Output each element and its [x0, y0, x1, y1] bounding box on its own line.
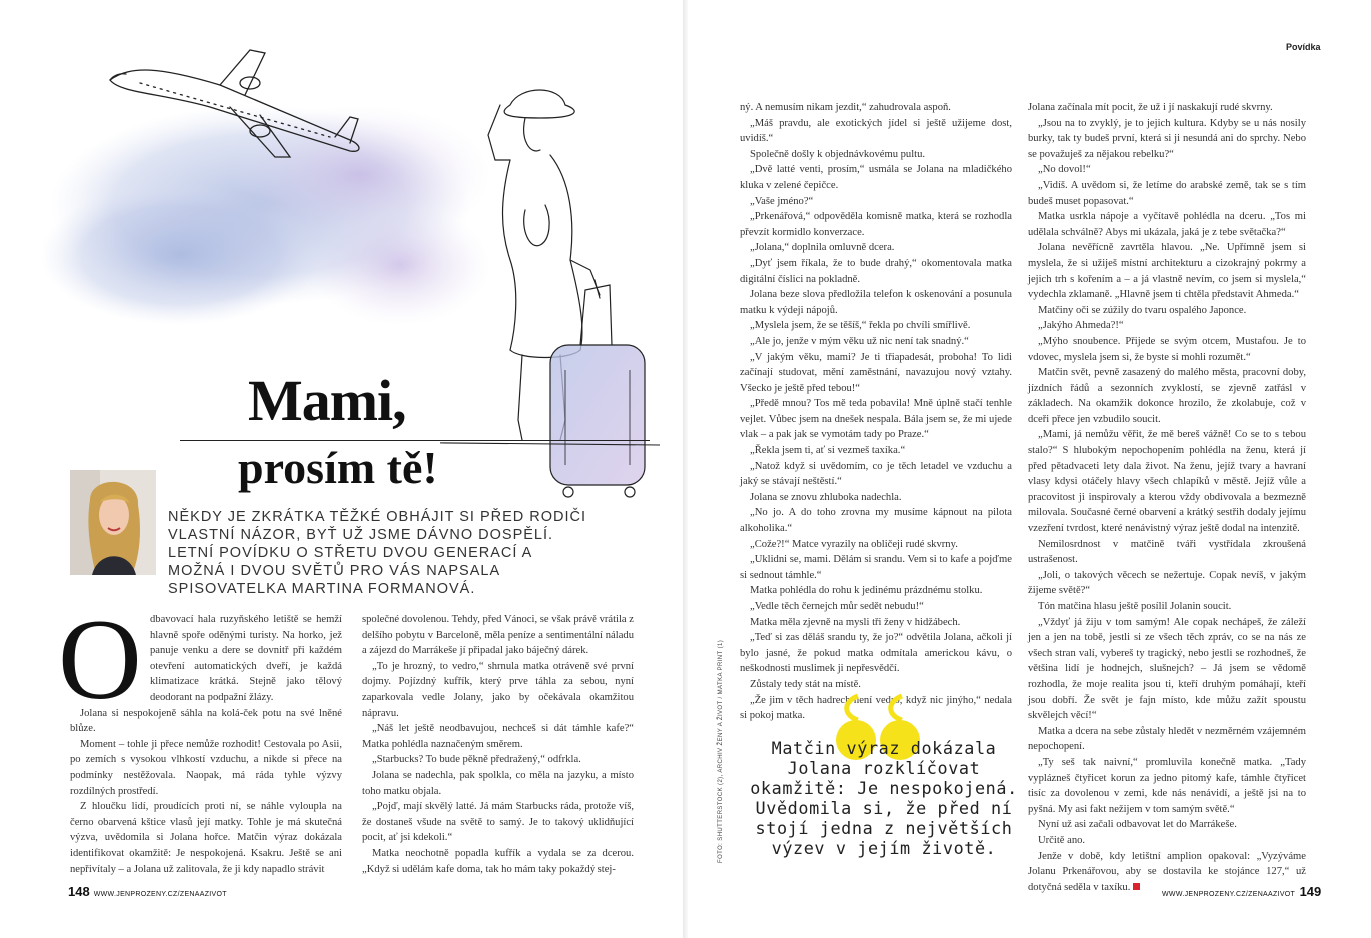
paragraph: dbavovací hala ruzyňského letiště se hemží hlavně spoře oděnými turisty. Na horko, jež panuje venku a dere se dovnitř při každém otevření automatických dveří, je každá klimatizace krátká. Stejně jako tělový deodorant na podpažní žlázy. — [150, 614, 342, 703]
paragraph: Jolana začínala mít pocit, že už i jí naskakují rudé skvrny. — [1028, 102, 1273, 113]
paragraph: „Jolana,“ doplnila omluvně dcera. — [750, 242, 895, 254]
paragraph: „Natož když si uvědomím, co je těch letadel ve vzduchu a jaký se stávají neštěstí.“ — [740, 460, 1012, 488]
paragraph: Matka neochotně popadla kufřík a vydala se za dcerou. „Když si udělám kafe doma, tak ho mám taky pokaždý stej- — [362, 847, 634, 875]
page-number: 148 — [68, 884, 90, 899]
paragraph: „Teď si zas děláš srandu ty, že jo?“ odvětila Jolana, ačkoli jí bylo jasné, že pokud matka odmítala americkou kávu, o neškodnosti muslimek ji nepřesvědčí. — [740, 632, 1012, 675]
paragraph: „No jo. A do toho zrovna my musíme kápnout na pilota alkoholika.“ — [740, 507, 1012, 535]
paragraph: Matka měla zjevně na mysli tři ženy v hidžábech. — [750, 616, 961, 628]
paragraph: „Ale jo, jenže v mým věku už nic není tak snadný.“ — [750, 335, 969, 347]
paragraph: „Pojď, mají skvělý latté. Já mám Starbucks ráda, protože víš, že dostaneš všude na světě to samý. Je to takový uklidňující pocit, ať jsi kdekoli.“ — [362, 801, 634, 844]
paragraph: „V jakým věku, mami? Je ti třiapadesát, proboha! To lidi začínají studovat, mění zaměstnání, navazujou nový vztahy. Všecko je ještě před tebou!“ — [740, 351, 1012, 394]
article-lead: NĚKDY JE ZKRÁTKA TĚŽKÉ OBHÁJIT SI PŘED RODIČI VLASTNÍ NÁZOR, BYŤ UŽ JSME DÁVNO DOSPĚLÍ. LETNÍ POVÍDKU O STŘETU DVOU GENERACÍ A MOŽNÁ I DVOU SVĚTŮ PRO VÁS NAPSALA SPISOVATELKA MARTINA FORMANOVÁ. — [168, 509, 587, 597]
paragraph: „To je hrozný, to vedro,“ shrnula matka otráveně své první dojmy. Pojízdný kufřík, který prve táhla za sebou, nyní zaparkovala vedle Jolany, jako by očekávala okamžitou nápravu. — [362, 660, 634, 719]
paragraph: „Řekla jsem ti, ať si vezmeš taxíka.“ — [750, 445, 906, 457]
paragraph: „Dvě latté venti, prosím,“ usmála se Jolana na mladičkého kluka v zelené čepičce. — [740, 164, 1012, 191]
paragraph: Matka a dcera na sebe zůstaly hledět v nezměrném vzájemném nepochopení. — [1028, 725, 1306, 753]
paragraph: Z hloučku lidí, proudících proti ní, se náhle vyloupla na černo obarvená kštice vlasů její matky. Tohle je má skutečná výzva, uvědomila si Jolana hořce. Matčin výraz dokázala identifikovat okamžitě: Je nespokojená. Ksakru. Ještě se ani nepřivítaly – a Jolana už zalitovala, že ji kdy napadlo strávit — [70, 801, 342, 875]
pull-quote: Matčin výraz dokázala Jolana rozklíčovat okamžitě: Je nespokojená. Uvědomila si, že před ní stojí jedna z největších výzev v jejím životě. — [750, 738, 1018, 858]
paragraph: „Předě mnou? Tos mě teda pobavila! Mně úplně stačí tenhle vejlet. Vůbec jsem na dnešek nespala. Bála jsem se, že mi ujede vlak – a pak jak se vymotám tady po Praze.“ — [740, 398, 1012, 441]
paragraph: „Dyť jsem říkala, že to bude drahý,“ okomentovala matka digitální číslici na pokladně. — [740, 257, 1012, 285]
paragraph: „Prkenářová,“ odpověděla komisně matka, která se rozhodla převzít kormidlo konverzace. — [740, 211, 1012, 238]
photo-credit-text: FOTO: SHUTTERSTOCK (2), ARCHIV ŽENY A ŽIVOT / MATKA PRINT (1) — [718, 639, 724, 863]
paragraph: Moment – tohle ji přece nemůže rozhodit! Cestovala po Asii, po zemích s vysokou vlhkostí vzduchu, a nikde si přece na podmínky nestěžovala. Naopak, má ráda tyhle výzvy rozdílných prostředí. — [70, 738, 342, 797]
end-of-article-mark — [1133, 883, 1140, 890]
paragraph: „Myslela jsem, že se těšíš,“ řekla po chvíli smířlivě. — [750, 320, 971, 332]
paragraph: Jolana se znovu zhluboka nadechla. — [750, 491, 902, 503]
magazine-url: WWW.JENPROZENY.CZ/ZENAAZIVOT — [1162, 891, 1296, 898]
paragraph: „Jsou na to zvyklý, je to jejich kultura. Kdyby se u nás nosily burky, tak ty budeš první, která si ji nesundá ani do sprchy. Nebo se považuješ za nějakou rebelku?“ — [1028, 117, 1306, 160]
paragraph: Matčin svět, pevně zasazený do malého města, pracovní doby, jízdních řádů a sezonních zvyklostí, se zjevně zatřásl v základech. Na okamžik dokonce hrozilo, že zkolabuje, což v dceři přece jen vzbudilo soucit. — [1028, 367, 1306, 425]
paragraph: Jolana si nespokojeně sáhla na kolá-ček potu na své lněné blůze. — [70, 707, 342, 735]
paragraph: „Ty seš tak naivní,“ promluvila konečně matka. „Tady vyplázneš čtyřicet korun za jedno pitomý kafe, támhle čtyřicet tisíc za dovolenou v zemi, kde nás nenávidí, a ještě jsi na to pyšná. My asi fakt nežijem v tom samým světě.“ — [1028, 756, 1306, 815]
right-page — [688, 0, 1371, 938]
paragraph: „Vaše jméno?“ — [750, 195, 814, 207]
paragraph: „Máš pravdu, ale exotických jídel si ještě užijeme dost, uvidíš.“ — [740, 117, 1012, 145]
paragraph: Matčiny oči se zúžily do tvaru ospalého Japonce. — [1038, 304, 1247, 316]
paragraph: Matka usrkla nápoje a vyčítavě pohlédla na dceru. „Tos mi udělala schválně? Abys mi ukázala, jaká je z tebe světačka?“ — [1028, 211, 1306, 238]
paragraph: Jolana nevěřícně zavrtěla hlavou. „Ne. Upřímně jsem si myslela, že si užiješ místní architekturu a cizokrajný pokrmy a jejich trh s kořením a – a já vlastně nevím, co jsem si myslela,“ vydechla zklamaně. „Hlavně jsem ti chtěla představit Ahmeda.“ — [1028, 242, 1306, 301]
right-column-1 — [740, 100, 1012, 724]
paragraph: Matka pohlédla do rohu k jedinému prázdnému stolku. — [750, 585, 983, 597]
magazine-url: WWW.JENPROZENY.CZ/ZENAAZIVOT — [93, 891, 227, 898]
paragraph: „No dovol!“ — [1038, 164, 1091, 176]
paragraph: „Mami, já nemůžu věřit, že mě bereš vážně! Co se to s tebou stalo?“ S hlubokým nepochopením pohlédla na ženu, která jí před pětadvaceti lety dala život. Na ženu, jejíž tvary a havraní vlasy kdysi otáčely hlavy všech chlapíků v městě. Jejíž vůle a pracovitost ji inspirovaly a kterou vždy obdivovala a bezmezně milovala. Současné černé obarvení a krátký sestřih dodaly jejímu vzezření tvrdost, které nenávistný výraz ještě dodal na intenzitě. — [1028, 429, 1306, 535]
left-page — [0, 0, 683, 938]
article-title-line1: Mami, — [248, 368, 406, 433]
paragraph: Tón matčina hlasu ještě posílil Jolanin soucit. — [1038, 601, 1232, 612]
paragraph: „Cože?!“ Matce vyrazily na obličeji rudé skvrny. — [750, 538, 958, 550]
section-label: Povídka — [1286, 42, 1321, 52]
airplane-illustration — [100, 45, 380, 165]
paragraph: „Že jim v těch hadrech není vedro, když nic jinýho,“ nedala si pokoj matka. — [740, 694, 1012, 722]
woman-with-suitcase-illustration — [440, 80, 660, 510]
paragraph: Nyní už asi začali odbavovat let do Marrákeše. — [1038, 819, 1237, 831]
paragraph: Určitě ano. — [1038, 834, 1086, 846]
paragraph: Nemilosrdnost v matčině tváři vystřídala zkroušená ustrašenost. — [1028, 538, 1306, 566]
paragraph: „Starbucks? To bude pěkně předražený,“ odfrkla. — [372, 754, 581, 766]
paragraph: ný. A nemusím nikam jezdit,“ zahudrovala aspoň. — [740, 102, 951, 113]
paragraph: „Vidíš. A uvědom si, že letíme do arabské země, tak se s tím budeš muset popasovat.“ — [1028, 179, 1306, 207]
left-column-1 — [70, 612, 342, 877]
paragraph: „Vždyť já žiju v tom samým! Ale copak nechápeš, že záleží jen a jen na tobě, jestli si ze všech těch zpráv, co se na nás ze všech stran valí, vybereš ty tragický, nebo jestli se rozhodneš, že většina lidí je hodnejch, slušnejch? – Já jsem se vědomě rozhodla, že moje realita jsou ti, kteří druhým pomáhají, kteří jsou dobří. Že svět je fajn místo, kde můžu zažít spoustu skvělejch věcí!“ — [1028, 616, 1306, 722]
photo-credit — [716, 639, 726, 865]
paragraph: „Joli, o takových věcech se nežertuje. Copak nevíš, v jakým žijeme světě?“ — [1028, 569, 1306, 597]
right-column-2 — [1028, 100, 1306, 895]
author-photo — [70, 470, 156, 575]
final-paragraph-text: Jenže v době, kdy letištní amplion opakoval: „Vyzýváme Jolanu Prkenářovou, aby se dostavila ke stojánce 127,“ už dotyčná seděla v taxíku. — [1028, 850, 1306, 893]
paragraph: společné dovolenou. Tehdy, před Vánoci, se však právě vrátila z delšího pobytu v Barceloně, měla peníze a sentimentální náladu a zájezd do Marrákeše jí připadal jako báječný dárek. — [362, 614, 634, 657]
left-folio — [68, 883, 227, 901]
paragraph: „Vedle těch černejch můr sedět nebudu!“ — [750, 601, 924, 612]
right-folio — [1158, 883, 1321, 901]
paragraph: Jolana beze slova předložila telefon k oskenování a posunula matku k výdeji nápojů. — [740, 289, 1012, 316]
drop-cap-letter: O — [58, 596, 142, 724]
title-underline — [180, 440, 650, 441]
paragraph: Jolana se nadechla, pak spolkla, co měla na jazyku, a místo toho matku objala. — [362, 769, 634, 797]
paragraph: „Náš let ještě neodbavujou, nechceš si dát támhle kafe?“ Matka pohlédla naznačeným směrem. — [362, 723, 634, 750]
paragraph: „Uklidni se, mami. Dělám si srandu. Vem si to kafe a pojďme si sednout támhle.“ — [740, 554, 1012, 581]
paragraph: Zůstaly tedy stát na místě. — [750, 678, 861, 690]
article-title-line2: prosím tě! — [238, 442, 438, 493]
page-number: 149 — [1299, 884, 1322, 899]
left-column-2 — [362, 612, 634, 877]
paragraph: „Mýho snoubence. Přijede se svým otcem, Mustafou. Je to vdovec, myslela jsem si, že byste si mohli rozumět.“ — [1028, 335, 1306, 363]
paragraph: „Jakýho Ahmeda?!“ — [1038, 320, 1124, 332]
paragraph: Společně došly k objednávkovému pultu. — [750, 148, 926, 160]
